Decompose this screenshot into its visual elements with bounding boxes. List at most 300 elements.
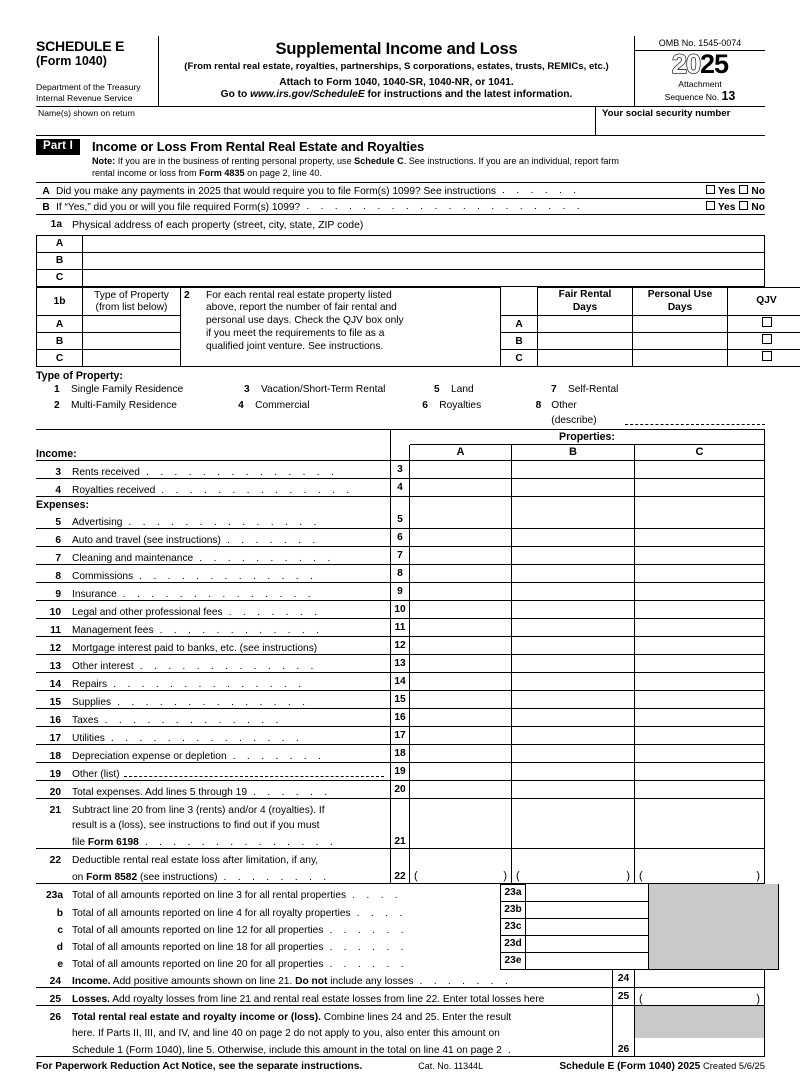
line-13-value-a[interactable] xyxy=(410,655,512,673)
property-address-table xyxy=(36,235,765,287)
label-b-no: No xyxy=(751,202,765,213)
line-24-label xyxy=(72,976,413,987)
line-16-number: 16 xyxy=(36,715,72,726)
line-4-label-cell xyxy=(36,479,390,497)
tax-year-century: 20 xyxy=(672,49,700,79)
questions-a-b xyxy=(36,182,765,215)
question-a-row xyxy=(36,183,765,199)
qjv-cell-c[interactable] xyxy=(728,350,800,367)
line-4-value-b[interactable] xyxy=(512,479,635,497)
legend-item-4 xyxy=(238,398,422,429)
goto-prefix: Go to xyxy=(221,89,250,100)
line-23d-value[interactable] xyxy=(526,936,649,953)
line-12-value-b[interactable] xyxy=(512,637,635,655)
legend-num-3: 3 xyxy=(244,382,261,397)
line-23e-label: Total of all amounts reported on line 20 for all properties xyxy=(72,959,323,970)
legend-num-1: 1 xyxy=(54,382,71,397)
line-9-label-cell xyxy=(36,583,390,601)
line-17-label-cell xyxy=(36,727,390,745)
expense-rows-container xyxy=(36,511,765,799)
qjv-cell-a[interactable] xyxy=(728,316,800,333)
note-bold-label: Note: xyxy=(92,156,115,166)
line-11-value-a[interactable] xyxy=(410,619,512,637)
line-1a-number: 1a xyxy=(36,219,72,231)
line-22-label-cell xyxy=(36,849,390,884)
line-2-text xyxy=(206,290,404,354)
line-18-row xyxy=(36,745,765,763)
line-3-value-b[interactable] xyxy=(512,461,635,479)
line-8-value-c[interactable] xyxy=(635,565,765,583)
note-text-2: . See instructions. If you are an individual, report farm xyxy=(404,156,619,166)
fair-rental-days-header xyxy=(538,287,633,316)
paperwork-notice: For Paperwork Reduction Act Notice, see the separate instructions. xyxy=(36,1061,362,1072)
legend-row-1 xyxy=(36,382,765,397)
sequence-number: 13 xyxy=(721,89,735,103)
name-field-cell[interactable] xyxy=(36,107,596,135)
attachment-sequence xyxy=(635,79,765,106)
line-19-value-b[interactable] xyxy=(512,763,635,781)
line-22-text-1: Deductible rental real estate loss after limitation, if any, xyxy=(72,855,318,866)
legend-item-3 xyxy=(244,382,434,397)
line-7-label-cell xyxy=(36,547,390,565)
line-23b-value[interactable] xyxy=(526,902,649,919)
line-10-label-cell xyxy=(36,601,390,619)
note-schedule-c: Schedule C xyxy=(354,156,404,166)
line-18-number: 18 xyxy=(36,751,72,762)
line-26-leader: . xyxy=(502,1045,610,1056)
ssn-field-cell[interactable] xyxy=(596,107,765,135)
line-11-leader: . . . . . . . . . . . . xyxy=(154,625,388,636)
catalog-number: Cat. No. 11344L xyxy=(418,1061,483,1071)
line-5-number: 5 xyxy=(36,517,72,528)
line-21-value-a[interactable] xyxy=(410,799,512,849)
line-5-value-b[interactable] xyxy=(512,511,635,529)
line-9-value-c[interactable] xyxy=(635,583,765,601)
service-line: Internal Revenue Service xyxy=(36,93,158,104)
qjv-checkbox-a[interactable] xyxy=(762,317,772,327)
line-9-label: Insurance xyxy=(72,589,117,600)
line-12-row xyxy=(36,637,765,655)
line-23a-tag: 23a xyxy=(500,884,526,902)
line-24-text-1: Add positive amounts shown on line 21. xyxy=(111,976,296,987)
line-23e-leader: . . . . . . xyxy=(323,959,498,970)
checkbox-b-yes[interactable] xyxy=(706,201,715,210)
line-6-label-cell xyxy=(36,529,390,547)
line-13-value-c[interactable] xyxy=(635,655,765,673)
line-16-value-b[interactable] xyxy=(512,709,635,727)
line-14-value-c[interactable] xyxy=(635,673,765,691)
line-5-label: Advertising xyxy=(72,517,122,528)
line-22-open-paren-b: ( xyxy=(516,870,520,882)
question-b-letter: B xyxy=(36,202,56,213)
attachment-label: Attachment xyxy=(635,79,765,89)
line-21-value-c[interactable] xyxy=(635,799,765,849)
fair-rental-input-b[interactable] xyxy=(538,333,633,350)
line-20-row xyxy=(36,781,765,799)
line-14-value-b[interactable] xyxy=(512,673,635,691)
line-13-leader: . . . . . . . . . . . . . xyxy=(134,661,388,672)
line-4-tag: 4 xyxy=(390,479,410,497)
line-16-value-c[interactable] xyxy=(635,709,765,727)
irs-url[interactable]: www.irs.gov/ScheduleE xyxy=(250,89,365,100)
line-23b-label: Total of all amounts reported on line 4 for all royalty properties xyxy=(72,908,351,919)
line-10-row xyxy=(36,601,765,619)
line-24-bold-1: Income. xyxy=(72,976,111,987)
line-22-cell-c[interactable] xyxy=(635,849,765,884)
line-18-value-c[interactable] xyxy=(635,745,765,763)
line-12-value-c[interactable] xyxy=(635,637,765,655)
line-7-value-c[interactable] xyxy=(635,547,765,565)
ssn-label: Your social security number xyxy=(602,108,730,119)
line-17-value-b[interactable] xyxy=(512,727,635,745)
days-row-letter-b: B xyxy=(501,333,538,350)
line-23c-leader: . . . . . . xyxy=(323,925,498,936)
line-23e-lead: e xyxy=(36,959,72,970)
line-24-text-2: include any losses xyxy=(327,976,413,987)
line-15-label-cell xyxy=(36,691,390,709)
line-14-row xyxy=(36,673,765,691)
line-13-label-cell xyxy=(36,655,390,673)
line-23a-value[interactable] xyxy=(526,884,649,902)
page-title: Supplemental Income and Loss xyxy=(163,40,630,59)
address-row-letter-c: C xyxy=(37,269,83,286)
personal-use-input-a[interactable] xyxy=(633,316,728,333)
line-19-label: Other (list) xyxy=(72,769,120,780)
line-20-value-b[interactable] xyxy=(512,781,635,799)
line-8-value-a[interactable] xyxy=(410,565,512,583)
part1-heading-text xyxy=(92,139,619,180)
line-5-value-a[interactable] xyxy=(410,511,512,529)
line-4-number: 4 xyxy=(36,485,72,496)
qjv-checkbox-c[interactable] xyxy=(762,351,772,361)
fair-rental-input-a[interactable] xyxy=(538,316,633,333)
type-input-c[interactable] xyxy=(83,350,181,367)
line-7-value-b[interactable] xyxy=(512,547,635,565)
line-18-value-b[interactable] xyxy=(512,745,635,763)
line-10-value-b[interactable] xyxy=(512,601,635,619)
line-19-value-a[interactable] xyxy=(410,763,512,781)
line-17-tag: 17 xyxy=(390,727,410,745)
line-7-label: Cleaning and maintenance xyxy=(72,553,193,564)
line-15-value-c[interactable] xyxy=(635,691,765,709)
line-23c-value[interactable] xyxy=(526,919,649,936)
header-title-block xyxy=(159,36,635,106)
line-17-value-a[interactable] xyxy=(410,727,512,745)
line-15-value-a[interactable] xyxy=(410,691,512,709)
line-17-number: 17 xyxy=(36,733,72,744)
omb-number: OMB No. 1545-0074 xyxy=(635,36,765,51)
table-header-row xyxy=(37,287,800,316)
days-row-letter-c: C xyxy=(501,350,538,367)
line-22-form-8582: Form 8582 xyxy=(86,872,137,883)
line-22-close-paren-c: ) xyxy=(756,870,760,882)
line-5-tag: 5 xyxy=(390,511,410,529)
line-14-tag: 14 xyxy=(390,673,410,691)
line-9-row xyxy=(36,583,765,601)
part1-title: Income or Loss From Rental Real Estate and Royalties xyxy=(92,139,619,154)
line-14-label-cell xyxy=(36,673,390,691)
line-26-cell[interactable] xyxy=(635,1006,765,1056)
line-9-tag: 9 xyxy=(390,583,410,601)
checkbox-a-no[interactable] xyxy=(739,185,748,194)
line-13-row xyxy=(36,655,765,673)
question-b-leader: . . . . . . . . . . . . . . . . . . . . xyxy=(300,201,706,212)
tax-year-block xyxy=(635,51,765,106)
address-input-a[interactable] xyxy=(83,235,765,252)
line-9-value-a[interactable] xyxy=(410,583,512,601)
line-2-description-cell xyxy=(181,287,501,367)
line-20-number: 20 xyxy=(36,787,72,798)
line-3-leader: . . . . . . . . . . . . . . xyxy=(140,467,388,478)
line-18-value-a[interactable] xyxy=(410,745,512,763)
line-22-close-paren-b: ) xyxy=(626,870,630,882)
personal-use-input-c[interactable] xyxy=(633,350,728,367)
line-3-value-c[interactable] xyxy=(635,461,765,479)
personal-hdr-2: Days xyxy=(634,302,726,314)
line-24-bold-2: Do not xyxy=(295,976,327,987)
line-6-value-a[interactable] xyxy=(410,529,512,547)
line-6-value-b[interactable] xyxy=(512,529,635,547)
form-name: (Form 1040) xyxy=(36,54,158,70)
line-12-number: 12 xyxy=(36,643,72,654)
department-line: Department of the Treasury xyxy=(36,82,158,93)
line-6-tag: 6 xyxy=(390,529,410,547)
personal-hdr-1: Personal Use xyxy=(634,289,726,301)
line-14-label: Repairs xyxy=(72,679,107,690)
legend-num-8: 8 xyxy=(536,398,552,429)
line-8-row xyxy=(36,565,765,583)
line-21-form-6198: Form 6198 xyxy=(88,837,139,848)
question-a-letter: A xyxy=(36,186,56,197)
line-25-open-paren: ( xyxy=(639,993,643,1005)
line-19-number: 19 xyxy=(36,769,72,780)
line-11-label: Management fees xyxy=(72,625,154,636)
line-23c-lead: c xyxy=(36,925,72,936)
form-footer xyxy=(36,1056,765,1072)
footer-form-id xyxy=(559,1060,765,1072)
legend-label-3: Vacation/Short-Term Rental xyxy=(261,382,385,397)
question-b-yes[interactable] xyxy=(706,201,736,213)
line-21-tag: 21 xyxy=(390,799,410,849)
line-18-label: Depreciation expense or depletion xyxy=(72,751,227,762)
line-22-leader: . . . . . . . . xyxy=(218,872,388,883)
income-header: Income: xyxy=(36,448,77,460)
line-17-leader: . . . . . . . . . . . . . . xyxy=(105,733,388,744)
line-5-leader: . . . . . . . . . . . . . . xyxy=(122,517,388,528)
line-20-value-c[interactable] xyxy=(635,781,765,799)
line-14-leader: . . . . . . . . . . . . . . xyxy=(107,679,388,690)
line-23d-label-cell xyxy=(36,936,500,953)
type-input-a[interactable] xyxy=(83,316,181,333)
line-23e-blocked-region xyxy=(649,953,779,970)
line-18-tag: 18 xyxy=(390,745,410,763)
question-a-no[interactable] xyxy=(739,185,765,197)
properties-header-row xyxy=(36,430,765,445)
line-22-see-instructions: (see instructions) xyxy=(137,872,217,883)
address-input-c[interactable] xyxy=(83,269,765,286)
legend-item-1 xyxy=(54,382,244,397)
line-23c-row xyxy=(36,919,765,936)
line-13-value-b[interactable] xyxy=(512,655,635,673)
line-15-label: Supplies xyxy=(72,697,111,708)
line-21-row xyxy=(36,799,765,849)
checkbox-b-no[interactable] xyxy=(739,201,748,210)
line-6-row xyxy=(36,529,765,547)
line-20-tag: 20 xyxy=(390,781,410,799)
legend-label-6: Royalties xyxy=(439,398,481,429)
line-8-leader: . . . . . . . . . . . . . xyxy=(133,571,388,582)
type-input-b[interactable] xyxy=(83,333,181,350)
line-7-row xyxy=(36,547,765,565)
line-23b-lead: b xyxy=(36,908,72,919)
line-26-value[interactable] xyxy=(635,1038,764,1055)
note-text-3: rental income or loss from xyxy=(92,168,199,178)
legend-item-8 xyxy=(536,398,765,429)
line-26-number: 26 xyxy=(36,1012,72,1023)
line-23b-label-cell xyxy=(36,902,500,919)
column-header-b: B xyxy=(512,445,635,461)
line-25-row xyxy=(36,988,765,1006)
line-21-value-b[interactable] xyxy=(512,799,635,849)
fair-rental-input-c[interactable] xyxy=(538,350,633,367)
line-4-value-a[interactable] xyxy=(410,479,512,497)
other-describe-input[interactable] xyxy=(625,398,765,426)
line-9-number: 9 xyxy=(36,589,72,600)
line-25-text-1: Add royalty losses from line 21 and rental real estate losses from line 22. Enter total losses here xyxy=(110,994,544,1005)
days-row-letter-a: A xyxy=(501,316,538,333)
line-23d-blocked-region xyxy=(649,936,779,953)
line-10-leader: . . . . . . . xyxy=(223,607,388,618)
qjv-cell-b[interactable] xyxy=(728,333,800,350)
line-11-value-c[interactable] xyxy=(635,619,765,637)
line-23e-label-cell xyxy=(36,953,500,970)
line-23d-tag: 23d xyxy=(500,936,526,953)
line-3-label: Rents received xyxy=(72,467,140,478)
line-12-label-cell xyxy=(36,637,390,655)
line-21-leader: . . . . . . . . . . . . . . xyxy=(139,837,388,848)
line-23b-row xyxy=(36,902,765,919)
legend-row-2 xyxy=(36,398,765,429)
line-10-number: 10 xyxy=(36,607,72,618)
type-row-letter-b: B xyxy=(37,333,83,350)
note-form-4835: Form 4835 xyxy=(199,168,245,178)
line-5-label-cell xyxy=(36,511,390,529)
line-24-tag: 24 xyxy=(612,970,635,988)
line-22-number: 22 xyxy=(36,855,72,866)
line-4-value-c[interactable] xyxy=(635,479,765,497)
type-of-property-header xyxy=(83,287,181,316)
type-row-letter-c: C xyxy=(37,350,83,367)
line-21-number: 21 xyxy=(36,805,72,816)
line-9-value-b[interactable] xyxy=(512,583,635,601)
line-19-value-c[interactable] xyxy=(635,763,765,781)
line-17-value-c[interactable] xyxy=(635,727,765,745)
form-sheet xyxy=(36,36,765,1072)
checkbox-a-yes[interactable] xyxy=(706,185,715,194)
legend-label-7: Self-Rental xyxy=(568,382,618,397)
line-19-other-input[interactable] xyxy=(124,776,384,777)
line-2-text-5: qualified joint venture. See instructions. xyxy=(206,341,404,354)
form-header xyxy=(36,36,765,107)
attach-instruction: Attach to Form 1040, 1040-SR, 1040-NR, or 1041. xyxy=(163,77,630,88)
line-11-tag: 11 xyxy=(390,619,410,637)
line-5-value-c[interactable] xyxy=(635,511,765,529)
line-8-tag: 8 xyxy=(390,565,410,583)
line-11-value-b[interactable] xyxy=(512,619,635,637)
line-8-value-b[interactable] xyxy=(512,565,635,583)
sequence-line xyxy=(635,89,765,104)
line-16-value-a[interactable] xyxy=(410,709,512,727)
line-3-tag: 3 xyxy=(390,461,410,479)
line-10-value-c[interactable] xyxy=(635,601,765,619)
line-3-value-a[interactable] xyxy=(410,461,512,479)
name-label: Name(s) shown on return xyxy=(38,108,135,118)
legend-label-2: Multi-Family Residence xyxy=(71,398,177,429)
line-26-text-1 xyxy=(72,1012,511,1023)
line-11-row xyxy=(36,619,765,637)
line-25-label-cell xyxy=(36,988,612,1006)
line-20-value-a[interactable] xyxy=(410,781,512,799)
line-8-label: Commissions xyxy=(72,571,133,582)
line-23b-leader: . . . . xyxy=(351,908,498,919)
line-6-value-c[interactable] xyxy=(635,529,765,547)
line-26-text-2: here. If Parts II, III, and IV, and line 40 on page 2 do not apply to you, also enter this amount on xyxy=(72,1028,500,1039)
address-input-b[interactable] xyxy=(83,252,765,269)
line-20-label: Total expenses. Add lines 5 through 19 xyxy=(72,787,247,798)
line-15-value-b[interactable] xyxy=(512,691,635,709)
qjv-checkbox-b[interactable] xyxy=(762,334,772,344)
legend-num-4: 4 xyxy=(238,398,255,429)
line-15-number: 15 xyxy=(36,697,72,708)
line-25-cell[interactable] xyxy=(635,988,765,1006)
line-26-blocked-region xyxy=(635,1006,764,1038)
line-22-cell-b[interactable] xyxy=(512,849,635,884)
line-12-value-a[interactable] xyxy=(410,637,512,655)
line-16-tag: 16 xyxy=(390,709,410,727)
line-24-number: 24 xyxy=(36,976,72,987)
table-row xyxy=(37,252,765,269)
name-ssn-row xyxy=(36,107,765,136)
line-23e-row xyxy=(36,953,765,970)
line-21-label-cell xyxy=(36,799,390,849)
line-13-label: Other interest xyxy=(72,661,134,672)
line-15-row xyxy=(36,691,765,709)
goto-instruction xyxy=(163,89,630,100)
legend-item-5 xyxy=(434,382,551,397)
line-6-leader: . . . . . . . xyxy=(221,535,388,546)
line-24-value[interactable] xyxy=(635,970,765,988)
line-13-number: 13 xyxy=(36,661,72,672)
line-7-value-a[interactable] xyxy=(410,547,512,565)
line-23d-label: Total of all amounts reported on line 18 for all properties xyxy=(72,942,323,953)
question-b-no[interactable] xyxy=(739,201,765,213)
line-25-number: 25 xyxy=(36,994,72,1005)
footer-created-date: Created 5/6/25 xyxy=(700,1060,765,1071)
sequence-label: Sequence No. xyxy=(665,92,719,102)
line-10-value-a[interactable] xyxy=(410,601,512,619)
line-23e-value[interactable] xyxy=(526,953,649,970)
question-a-yes[interactable] xyxy=(706,185,736,197)
form-subtitle: (From rental real estate, royalties, partnerships, S corporations, estates, trusts, REMICs, etc.) xyxy=(163,61,630,72)
line-22-cell-a[interactable] xyxy=(410,849,512,884)
line-19-tag: 19 xyxy=(390,763,410,781)
line-14-value-a[interactable] xyxy=(410,673,512,691)
label-b-yes: Yes xyxy=(718,202,736,213)
line-25-bold-1: Losses. xyxy=(72,994,110,1005)
personal-use-input-b[interactable] xyxy=(633,333,728,350)
line-22-row xyxy=(36,849,765,884)
line-8-number: 8 xyxy=(36,571,72,582)
